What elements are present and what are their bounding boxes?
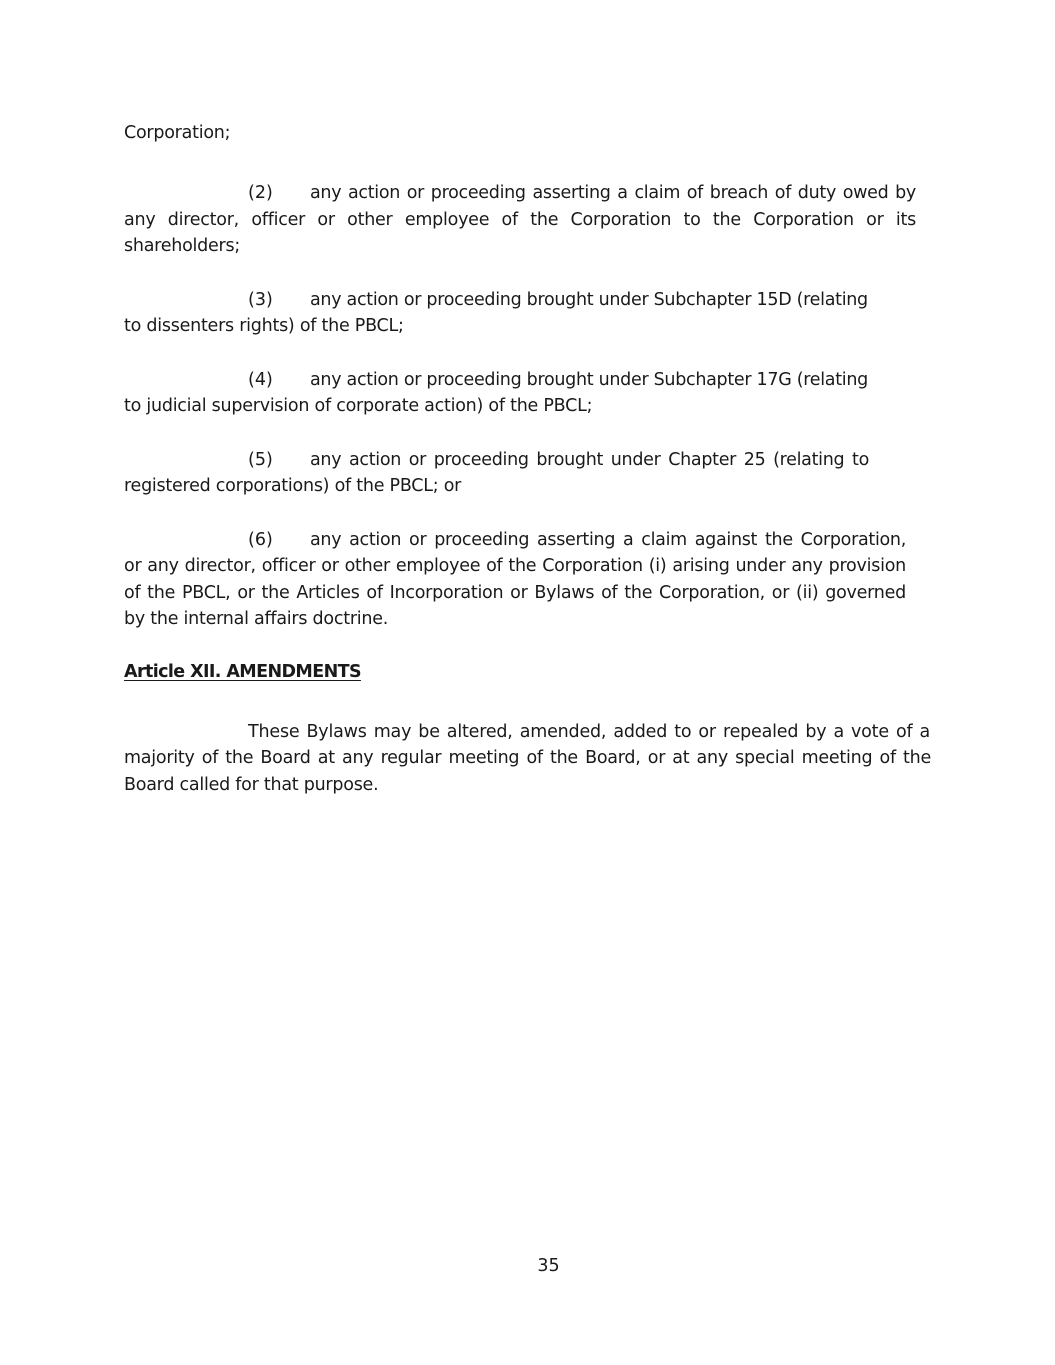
item-number: (6) [248,530,273,550]
amendment-text-line: These Bylaws may be altered, amended, added to or repealed by a vote of a [248,722,930,742]
item-text-line: to dissenters rights) of the PBCL; [124,316,404,336]
amendment-text-line: majority of the Board at any regular meeting of the Board, or at any special meeting of the [124,748,931,768]
item-text-line: shareholders; [124,236,241,256]
item-text-line: any director, officer or other employee of the Corporation to the Corporation or its [124,210,916,230]
item-text-line: registered corporations) of the PBCL; or [124,476,462,496]
item-text-line: any action or proceeding asserting a claim of breach of duty owed by [310,183,916,203]
article-heading: Article XII. AMENDMENTS [124,662,361,682]
item-text-line: of the PBCL, or the Articles of Incorporation or Bylaws of the Corporation, or (ii) governed [124,583,906,603]
item-text-line: by the internal affairs doctrine. [124,609,389,629]
item-text-line: to judicial supervision of corporate action) of the PBCL; [124,396,593,416]
item-text-line: any action or proceeding brought under Chapter 25 (relating to [310,450,869,470]
item-text-line: any action or proceeding asserting a claim against the Corporation, [310,530,906,550]
page-number: 35 [537,1256,560,1276]
item-text-line: any action or proceeding brought under Subchapter 17G (relating [310,370,868,390]
continuation-text: Corporation; [124,123,231,143]
amendment-text-line: Board called for that purpose. [124,775,379,795]
item-number: (4) [248,370,273,390]
item-number: (3) [248,290,273,310]
item-text-line: any action or proceeding brought under Subchapter 15D (relating [310,290,868,310]
item-text-line: or any director, officer or other employee of the Corporation (i) arising under any provision [124,556,906,576]
item-number: (2) [248,183,273,203]
item-number: (5) [248,450,273,470]
